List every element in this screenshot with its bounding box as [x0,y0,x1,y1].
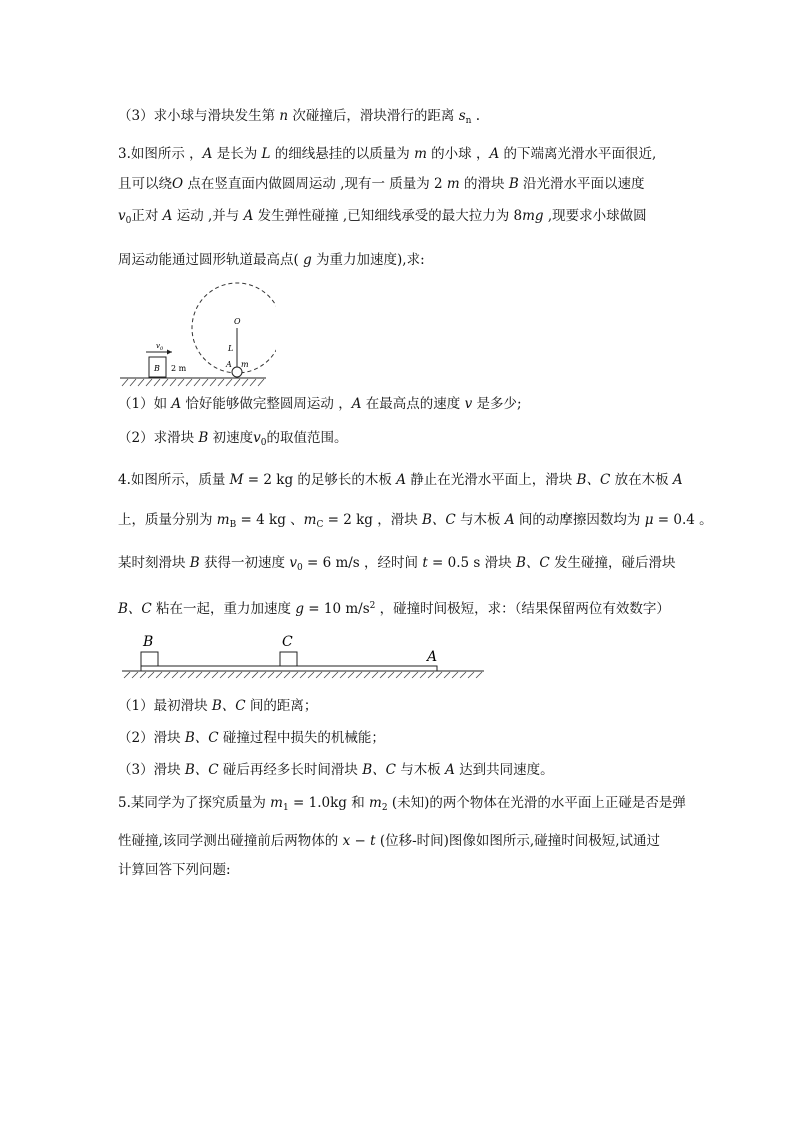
q3-line-2: 且可以绕O 点在竖直面内做圆周运动 ,现有一 质量为 2 m 的滑块 B 沿光滑水平面以速度 [118,176,645,192]
q4-part1: （1）最初滑块 B、C 间的距离； [118,698,318,714]
q4-part2: （2）滑块 B、C 碰撞过程中损失的机械能； [118,730,385,746]
q5-line-3: 计算回答下列问题: [118,862,231,878]
q2-part3: （3）求小球与滑块发生第 n 次碰撞后，滑块滑行的距离 $s_n$ . [118,108,481,126]
q3-part1: （1）如 A 恰好能够做完整圆周运动 ，A 在最高点的速度 v 是多少; [118,396,522,412]
label-a: A [427,649,438,665]
label-b: B [154,364,160,373]
label-m: m [241,360,249,369]
q4-line-2: 上，质量分别为 $m_B = 4$ kg 、$m_C = 2$ kg ，滑块 B、C 与木板 A 间的动摩擦因数均为 μ = 0.4 。 [118,512,713,530]
board-a [141,666,437,671]
label-c: C [282,634,293,650]
ground-hatching [124,672,482,678]
q4-line-4: B、C 粘在一起，重力加速度 g = 10 $m/s^2$ ，碰撞时间极短，求：（结果保留两位有效数字） [118,601,670,617]
label-v0: $v_0$ [156,342,164,352]
block-c [280,652,297,666]
q3-pendulum-figure [116,282,276,390]
label-2m: 2 m [171,364,187,373]
q3-line-4: 周运动能通过圆形轨道最高点( g 为重力加速度),求: [118,252,425,268]
q3-line-3: $v_0$正对 A 运动 ,并与 A 发生弹性碰撞 ,已知细线承受的最大拉力为 8mg ,现要求小球做圆 [118,208,647,226]
q4-part3: （3）滑块 B、C 碰后再经多长时间滑块 B、C 与木板 A 达到共同速度。 [118,762,554,778]
q3-part2: （2）求滑块 B 初速度$v_0$的取值范围。 [118,430,348,448]
block-b [141,652,158,666]
circular-path [192,283,276,373]
label-l: L [228,344,234,353]
label-a: A [226,360,232,369]
label-b: B [143,634,154,650]
q5-line-2: 性碰撞,该同学测出碰撞前后两物体的 x − t (位移-时间)图像如图所示,碰撞时间极短,试通过 [118,833,660,849]
label-o: O [234,317,241,326]
ground-hatching [122,379,264,386]
q4-board-figure [116,630,492,680]
q4-line-1: 4.如图所示，质量 M = 2 kg 的足够长的木板 A 静止在光滑水平面上，滑块 B、C 放在木板 A [118,472,683,488]
q5-line-1: 5.某同学为了探究质量为 $m_1 = 1.0kg$ 和 $m_2$ (未知)的两个物体在光滑的水平面上正碰是否是弹 [118,795,686,813]
velocity-arrow-head [167,350,172,355]
q3-line-1: 3.如图所示 ，A 是长为 L 的细线悬挂的以质量为 m 的小球 ，A 的下端离光滑水平面很近, [118,146,657,162]
q4-line-3: 某时刻滑块 B 获得一初速度 $v_0 = 6$ m/s ，经时间 t = 0.5 s 滑块 B、C 发生碰撞，碰后滑块 [118,555,676,573]
